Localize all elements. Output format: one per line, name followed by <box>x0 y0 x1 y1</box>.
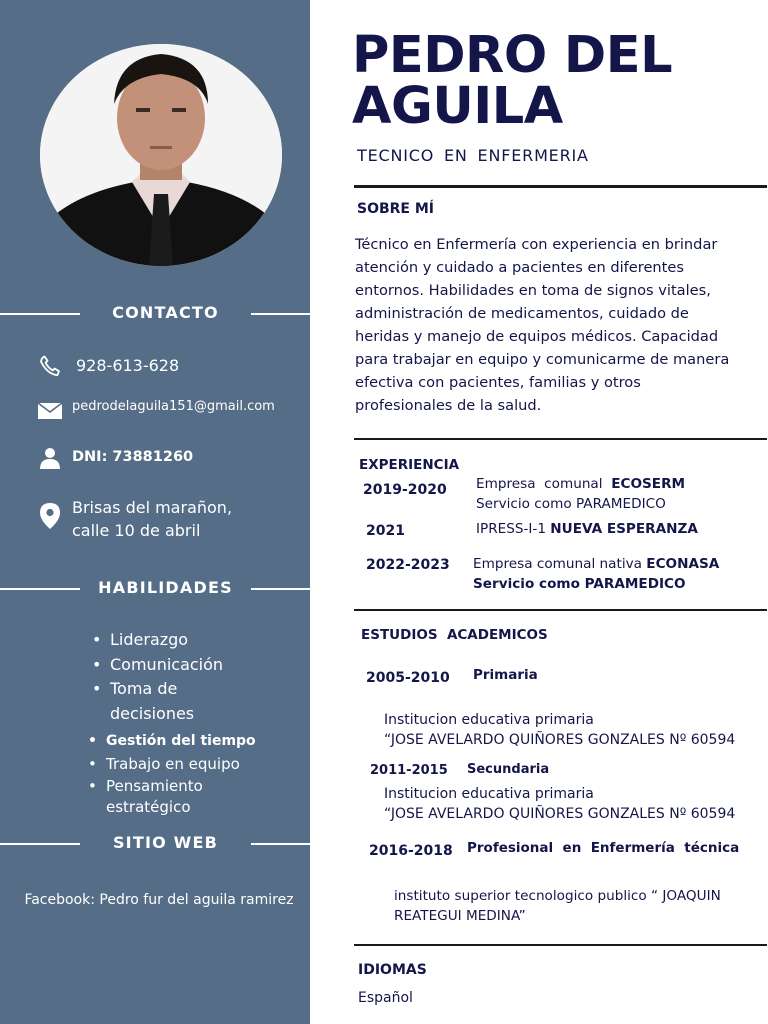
language-item: Español <box>358 990 413 1006</box>
contact-dni <box>36 446 193 470</box>
school-line-2: REATEGUI MEDINA” <box>394 908 526 924</box>
contact-address <box>36 496 232 542</box>
facebook-link[interactable]: Facebook: Pedro fur del aguila ramirez <box>24 892 294 908</box>
experience-years: 2019-2020 <box>363 482 447 498</box>
skills-title: HABILIDADES <box>98 578 233 597</box>
skill-item: • Comunicación <box>92 653 302 678</box>
experience-entry <box>476 519 698 539</box>
skill-item: • Trabajo en equipo <box>88 753 302 776</box>
experience-entry <box>476 474 685 514</box>
education-years: 2005-2010 <box>366 670 450 686</box>
profile-photo <box>40 44 282 266</box>
experience-entry <box>473 554 719 594</box>
education-level: Profesional en Enfermería técnica <box>467 840 740 856</box>
education-school <box>384 710 735 750</box>
education-school <box>384 784 735 824</box>
full-name <box>352 26 762 136</box>
contact-title: CONTACTO <box>112 303 219 322</box>
about-text: Técnico en Enfermería con experiencia en brindar atención y cuidado a pacientes en diferentes entornos. Habilidades en toma de signos vitales, administración de medicamentos, cuidado de heridas y manejo de equipos médicos. Capacidad para trabajar en equipo y comunicarme de manera efectiva con pacientes, familias y otros profesionales de la salud. <box>355 236 730 414</box>
location-pin-icon <box>36 496 64 530</box>
divider-line <box>354 609 767 611</box>
name-line-1: PEDRO DEL <box>352 26 673 85</box>
address-line-1: Brisas del marañon, <box>72 498 233 517</box>
education-years: 2011-2015 <box>370 763 448 778</box>
school-line-1: Institucion educativa primaria <box>384 712 594 728</box>
school-line-1: instituto superior tecnologico publico “ JOAQUIN <box>394 888 721 904</box>
education-level: Primaria <box>473 667 538 683</box>
experience-company: IPRESS-I-1 NUEVA ESPERANZA <box>476 521 698 537</box>
contact-email <box>36 398 275 421</box>
divider-line <box>0 843 80 845</box>
user-icon <box>36 446 64 470</box>
phone-icon <box>36 354 64 378</box>
name-line-2: AGUILA <box>352 77 563 136</box>
divider-line <box>354 185 767 188</box>
divider-line <box>251 843 328 845</box>
website-title: SITIO WEB <box>112 833 219 852</box>
address-line-2: calle 10 de abril <box>72 521 201 540</box>
envelope-icon <box>36 398 64 421</box>
school-line-2: “JOSE AVELARDO QUIÑORES GONZALES Nº 60594 <box>384 806 736 822</box>
school-line-2: “JOSE AVELARDO QUIÑORES GONZALES Nº 60594 <box>384 732 736 748</box>
email-address[interactable]: pedrodelaguila151@gmail.com <box>72 399 275 414</box>
profile-photo-image <box>40 44 282 266</box>
education-school <box>394 886 721 926</box>
education-level: Secundaria <box>467 762 550 777</box>
divider-line <box>251 313 328 315</box>
divider-line <box>0 588 80 590</box>
divider-line <box>354 944 767 946</box>
education-years: 2016-2018 <box>369 843 453 859</box>
skills-section-header <box>0 577 330 601</box>
sidebar <box>0 0 310 1024</box>
experience-company: Empresa comunal ECOSERM <box>476 476 686 492</box>
experience-years: 2022-2023 <box>366 557 450 573</box>
divider-line <box>354 438 767 440</box>
education-title: ESTUDIOS ACADEMICOS <box>361 627 548 643</box>
skill-item: • Gestión del tiempo <box>88 730 302 753</box>
experience-title: EXPERIENCIA <box>359 457 460 473</box>
divider-line <box>0 313 80 315</box>
phone-number[interactable]: 928-613-628 <box>76 356 180 375</box>
website-section-header <box>0 832 330 856</box>
divider-line <box>251 588 328 590</box>
experience-role: Servicio como PARAMEDICO <box>473 576 686 592</box>
skill-item: • Liderazgo <box>92 628 302 653</box>
languages-title: IDIOMAS <box>358 962 427 978</box>
school-line-1: Institucion educativa primaria <box>384 786 594 802</box>
dni-number: DNI: 73881260 <box>72 449 194 465</box>
contact-phone <box>36 354 179 378</box>
experience-years: 2021 <box>366 523 405 539</box>
contact-section-header <box>0 302 330 326</box>
skills-list <box>92 628 302 818</box>
skill-item: • Pensamiento estratégico <box>88 776 238 818</box>
experience-company: Empresa comunal nativa ECONASA <box>473 556 720 572</box>
experience-role: Servicio como PARAMEDICO <box>476 496 666 512</box>
job-title: TECNICO EN ENFERMERIA <box>357 146 589 165</box>
about-title: SOBRE MÍ <box>357 201 435 217</box>
address <box>72 496 232 542</box>
skill-item: • Toma de decisiones <box>92 677 212 726</box>
